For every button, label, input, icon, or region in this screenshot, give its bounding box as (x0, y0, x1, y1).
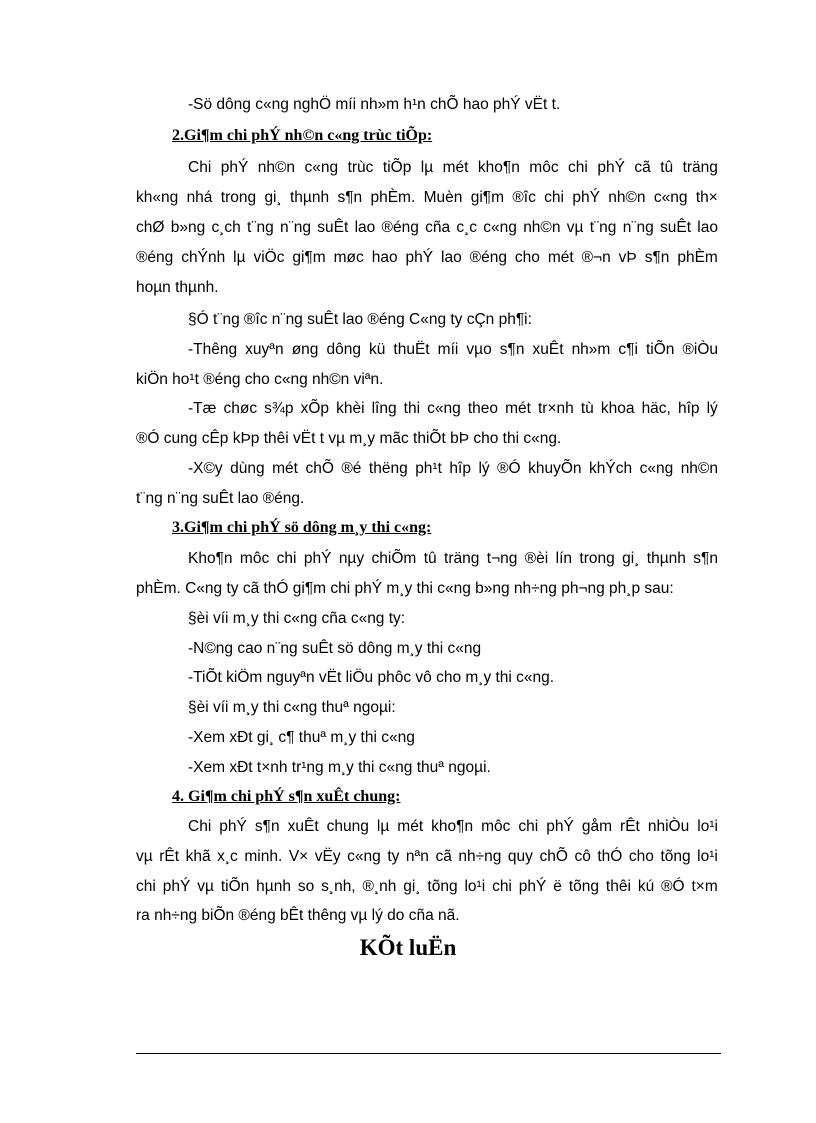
footer-divider (136, 1053, 721, 1054)
paragraph-line: ra nh÷ng biÕn ®éng bÊt thêng vµ lý do cña nã. (136, 907, 460, 924)
paragraph-line: phÈm. C«ng ty cã thÓ gi¶m chi phÝ m¸y thi c«ng b»ng nh÷ng ph¬ng ph¸p sau: (136, 580, 674, 597)
bullet-line (188, 399, 718, 419)
word: thµnh (290, 189, 330, 206)
paragraph-line: §Ó t¨ng ®îc n¨ng suÊt lao ®éng C«ng ty cÇn ph¶i: (188, 311, 532, 328)
paragraph-line: -Sö dông c«ng nghÖ míi nh»m h¹n chÕ hao phÝ vËt t. (188, 96, 561, 113)
word: nhiÒu (647, 818, 690, 835)
word: s¾p (264, 400, 294, 417)
word: viÖc (253, 249, 285, 266)
word: ®¬n (581, 249, 611, 266)
word: phÝ (162, 878, 191, 895)
word: hµnh (256, 878, 291, 895)
word: lo¹i (464, 878, 486, 895)
word: thÓ (597, 848, 623, 865)
word: phÝ (220, 159, 249, 176)
word: n¨ng (622, 219, 654, 236)
word: -Tæ (188, 400, 217, 417)
word: cô (574, 848, 591, 865)
word: tr×nh (538, 400, 574, 417)
word: s¸nh, (321, 878, 356, 895)
word: lín (555, 550, 573, 567)
paragraph-line (188, 817, 718, 837)
word: ®èi (524, 550, 549, 567)
word: s¶n (254, 818, 280, 835)
word: phÝ (405, 249, 434, 266)
word: c«ng (639, 460, 674, 477)
word: lý (706, 400, 718, 417)
word: th× (695, 189, 718, 206)
word: hao (371, 249, 398, 266)
word: kho¶n (431, 818, 474, 835)
word: lîng (371, 400, 397, 417)
paragraph-line: §èi víi m¸y thi c«ng thuª ngoµi: (188, 699, 396, 716)
word: vµ (197, 878, 214, 895)
word: mét (505, 400, 531, 417)
word: môc (529, 159, 559, 176)
word: ®éng (469, 249, 507, 266)
word: Chi (188, 818, 212, 835)
paragraph-line (136, 188, 718, 208)
word: ®¸nh (362, 878, 397, 895)
word: theo (467, 400, 498, 417)
word: ®îc (512, 189, 536, 206)
word: tõng (427, 878, 458, 895)
word: xÕp (300, 400, 329, 417)
word: c«ng (347, 848, 381, 865)
word: tiÕp (382, 159, 412, 176)
word: quy (507, 848, 533, 865)
word: vµ (136, 848, 153, 865)
word: chi (568, 159, 588, 176)
word: gåm (581, 818, 613, 835)
word: tû (660, 159, 674, 176)
word: trong (220, 189, 257, 206)
word: so (297, 878, 315, 895)
word: ®éng (381, 219, 419, 236)
bullet-line: -Xem xÐt t×nh tr¹ng m¸y thi c«ng thuª ngoµi. (188, 759, 491, 776)
word: s¶n (693, 550, 718, 567)
word: ®éng (136, 249, 174, 266)
word: lao (354, 219, 376, 236)
word: -Thêng (188, 341, 238, 358)
word: vµo (466, 341, 492, 358)
word: Muèn (423, 189, 463, 206)
word: khÝch (589, 460, 633, 477)
word: tõng (568, 878, 599, 895)
paragraph-line: hoµn thµnh. (136, 279, 219, 296)
word: t¬ng (486, 550, 518, 567)
word: ph¹t (415, 460, 442, 477)
word: lo¹i (697, 848, 718, 865)
word: hîp (677, 400, 700, 417)
word: trùc (347, 159, 374, 176)
word: häc, (641, 400, 671, 417)
section-heading-2: 2.Gi¶m chi phÝ nh©n c«ng trùc tiÕp: (172, 127, 433, 144)
word: tù (580, 400, 594, 417)
word: phÝ (303, 550, 332, 567)
word: lý (478, 460, 490, 477)
word: V× (288, 848, 309, 865)
word: lo¹i (697, 818, 718, 835)
word: s¶n (644, 249, 670, 266)
word: khoa (600, 400, 635, 417)
word: cho (628, 848, 654, 865)
bullet-line: t¨ng n¨ng suÊt lao ®éng. (136, 490, 305, 507)
word: phÈm (677, 249, 718, 266)
word: nh»m (571, 341, 611, 358)
word: träng (682, 159, 718, 176)
word: ®iÒu (682, 341, 718, 358)
bullet-line: ®Ó cung cÊp kÞp thêi vËt t vµ m¸y mãc thiÕt bÞ cho thi c«ng. (136, 430, 562, 447)
word: chØ (136, 219, 165, 236)
word: gi¸ (264, 189, 282, 206)
word: chÝnh (181, 249, 226, 266)
word: môc (481, 818, 511, 835)
word: thëng (368, 460, 408, 477)
word: dùng (230, 460, 265, 477)
word: gi¸ (622, 550, 640, 567)
word: ®é (341, 460, 362, 477)
word: c¶i (618, 341, 638, 358)
word: suÊt (317, 219, 349, 236)
word: b»ng (170, 219, 206, 236)
word: vËy (314, 848, 341, 865)
bullet-line (188, 340, 718, 360)
word: xuÊt (532, 341, 564, 358)
word: phÝ (219, 818, 247, 835)
word: phÈm. (370, 189, 416, 206)
bullet-line: -N©ng cao n¨ng suÊt sö dông m¸y thi c«ng (188, 640, 482, 657)
paragraph-line (188, 158, 718, 178)
word: c«ng (483, 219, 517, 236)
word: tõng (660, 848, 691, 865)
word: tiÕn (645, 341, 675, 358)
word: phÝ (546, 818, 574, 835)
word: thuËt (393, 341, 430, 358)
word: c«ng (304, 159, 339, 176)
paragraph-line (136, 218, 718, 238)
word: kü (369, 341, 386, 358)
word: thi (403, 400, 421, 417)
word: chÕ (539, 848, 568, 865)
word: n¨ng (280, 219, 312, 236)
word: chøc (223, 400, 258, 417)
word: chi (518, 818, 539, 835)
word: c«ng (653, 189, 688, 206)
word: t¨ng (589, 219, 617, 236)
word: kho¶n (477, 159, 520, 176)
word: nµy (338, 550, 365, 567)
word: khã (185, 848, 211, 865)
word: chi (544, 189, 564, 206)
word: lao (441, 249, 462, 266)
word: cña (425, 219, 451, 236)
conclusion-title: KÕt luËn (359, 935, 457, 960)
word: rÊt (620, 818, 640, 835)
word: lµ (376, 818, 390, 835)
bullet-line: -Xem xÐt gi¸ c¶ thuª m¸y thi c«ng (188, 729, 415, 746)
word: hîp (449, 460, 471, 477)
word: chi (492, 878, 512, 895)
word: phÝ (518, 878, 547, 895)
word: khèi (336, 400, 365, 417)
word: kú (637, 878, 655, 895)
word: gi¶m (292, 249, 326, 266)
word: x¸c (217, 848, 238, 865)
word: gi¸ (403, 878, 421, 895)
word: trong (579, 550, 615, 567)
bullet-line: kiÖn ho¹t ®éng cho c«ng nh©n viªn. (136, 371, 384, 388)
word: nhá (186, 189, 213, 206)
word: kh«ng (136, 189, 179, 206)
word: chung (326, 818, 369, 835)
word: ë (553, 878, 562, 895)
word: minh. (244, 848, 283, 865)
word: cã (435, 848, 452, 865)
word: nh©n (680, 460, 718, 477)
section-heading-4: 4. Gi¶m chi phÝ s¶n xuÊt chung: (172, 788, 401, 805)
word: chiÕm (371, 550, 417, 567)
word: mét (547, 249, 574, 266)
word: ®Ó (497, 460, 521, 477)
word: phÝ (597, 159, 625, 176)
word: xuÊt (287, 818, 319, 835)
word: mét (397, 818, 424, 835)
word: møc (333, 249, 364, 266)
word: xuyªn (245, 341, 284, 358)
word: rÊt (159, 848, 180, 865)
word: nh©n (257, 159, 296, 176)
word: Kho¶n (188, 550, 233, 567)
word: träng (444, 550, 480, 567)
word: cã (634, 159, 651, 176)
bullet-line: -TiÕt kiÖm nguyªn vËt liÖu phôc vô cho m¸y thi c«ng. (188, 669, 555, 686)
word: nh©n (523, 219, 561, 236)
word: cho (514, 249, 540, 266)
word: t¨ng (247, 219, 274, 236)
word: c¸c (456, 219, 478, 236)
word: nªn (405, 848, 429, 865)
word: nh÷ng (458, 848, 502, 865)
word: -X©y (188, 460, 223, 477)
paragraph-line (136, 248, 718, 268)
word: chÕ (305, 460, 334, 477)
bullet-line (188, 459, 718, 479)
word: mét (442, 159, 469, 176)
word: môc (239, 550, 270, 567)
word: øng (291, 341, 319, 358)
word: s¶n (337, 189, 363, 206)
word: ty (387, 848, 400, 865)
word: phÝ (572, 189, 600, 206)
word: tû (423, 550, 437, 567)
word: s¶n (499, 341, 525, 358)
paragraph-line: §èi víi m¸y thi c«ng cña c«ng ty: (188, 610, 406, 627)
word: chi (276, 550, 297, 567)
word: gi¶m (470, 189, 505, 206)
word: míi (437, 341, 459, 358)
paragraph-line (188, 549, 718, 569)
word: nh©n (608, 189, 646, 206)
word: chi (136, 878, 156, 895)
word: mét (272, 460, 298, 477)
word: khuyÕn (528, 460, 582, 477)
word: vµ (566, 219, 584, 236)
word: lao (697, 219, 718, 236)
section-heading-3: 3.Gi¶m chi phÝ sö dông m¸y thi c«ng: (172, 519, 432, 536)
word: vÞ (618, 249, 637, 266)
word: suÊt (659, 219, 691, 236)
word: thµnh (646, 550, 686, 567)
word: lµ (233, 249, 246, 266)
word: t×m (691, 878, 718, 895)
paragraph-line (136, 847, 718, 867)
word: c¸ch (211, 219, 241, 236)
word: lµ (420, 159, 434, 176)
word: thêi (605, 878, 631, 895)
word: Chi (188, 159, 212, 176)
word: dông (326, 341, 361, 358)
word: tiÕn (220, 878, 250, 895)
paragraph-line (136, 877, 718, 897)
word: c«ng (427, 400, 461, 417)
word: ®Ó (661, 878, 685, 895)
